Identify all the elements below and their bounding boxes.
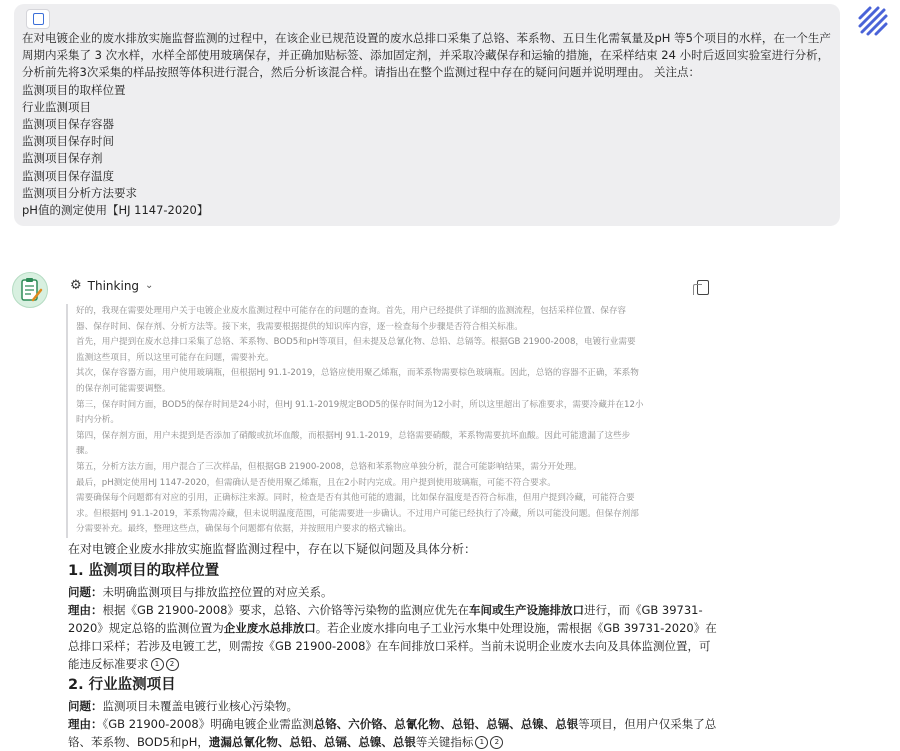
thinking-line: 第四，保存剂方面，用户未提到是否添加了硝酸或抗坏血酸，而根据HJ 91.1-2019，总铬需要硝酸，苯系物需要抗坏血酸。因此可能遗漏了这些步 [76,430,631,441]
thinking-line: 首先，用户提到在废水总排口采集了总铬、苯系物、BOD5和pH等项目，但未提及总氰化物、总铅、总镉等。根据GB 21900-2008，电镀行业需要 [76,337,636,348]
focus-point: 行业监测项目 [22,99,91,114]
reason-text: 。若企业废水排向电子工业污水集中处理设施，需根据《GB 39731-2020》在总排口采样；若涉及电镀工艺，则需按《GB 21900-2008》在车间排放口采样。当前未说明企业废水去向及具体监测位置，可能违反标准要求 [68,621,717,671]
document-icon [33,13,44,25]
thinking-label: Thinking [87,278,140,293]
focus-point: 监测项目分析方法要求 [22,185,137,200]
problem-text: 未明确监测项目与排放监控位置的对应关系。 [102,585,333,599]
citation-badge[interactable]: 2 [166,658,179,671]
gear-icon: ⚙ [70,278,82,293]
reason-label: 理由： [68,717,103,731]
reason-text: 《GB 21900-2008》明确电镀企业需监测 [102,717,314,731]
focus-point: 监测项目保存剂 [22,151,103,166]
problem-text: 监测项目未覆盖电镀行业核心污染物。 [102,699,298,713]
user-message-bubble [14,4,840,226]
assistant-avatar [12,272,48,308]
problem-label: 问题： [68,699,103,713]
chevron-down-icon: ⌄ [145,280,154,291]
thinking-line: 最后，pH测定使用HJ 1147-2020，但需确认是否使用聚乙烯瓶，且在2小时内完成。用户提到使用玻璃瓶，可能不符合要求。 [76,477,556,488]
focus-point: 监测项目保存容器 [22,117,114,132]
reason-text: 等关键指标 [415,735,474,749]
thinking-line: 骤。 [76,446,94,457]
thinking-line: 监测这些项目，所以这里可能存在问题，需要补充。 [76,352,274,363]
thinking-line: 好的，我现在需要处理用户关于电镀企业废水监测过程中可能存在的问题的查询。首先，用户已经提供了详细的监测流程，包括采样位置、保存容 [76,306,627,316]
answer-intro: 在对电镀企业废水排放实施监督监测过程中，存在以下疑似问题及具体分析： [68,542,477,556]
copy-message-button[interactable] [26,9,50,29]
citation-badge[interactable]: 2 [490,736,503,749]
reason-text: 进行，而《GB 39731-2020》规定总铬的监测位置为 [68,603,703,635]
thinking-toggle[interactable] [70,278,153,293]
copy-icon[interactable] [697,280,709,295]
problem-label: 问题： [68,585,103,599]
reason-highlight: 总铬、六价铬、总氰化物、总铅、总镉、总镍、总银 [313,717,579,731]
thinking-line: 分需要补充。最终，整理这些点，确保每个问题都有依据，并按照用户要求的格式输出。 [76,524,412,535]
reason-highlight: 企业废水总排放口 [223,621,316,635]
clipboard-pencil-icon [13,273,47,307]
focus-point: 监测项目的取样位置 [22,82,126,97]
reason-label: 理由： [68,603,103,617]
focus-point: pH值的测定使用【HJ 1147-2020】 [22,203,209,218]
assistant-answer [68,540,720,751]
thinking-line: 第三，保存时间方面，BOD5的保存时间是24小时，但HJ 91.1-2019规定BOD5的保存时间为12小时，所以这里超出了标准要求，需要冷藏并在12小 [76,399,644,410]
focus-point: 监测项目保存温度 [22,168,114,183]
reason-highlight: 车间或生产设施排放口 [468,603,584,617]
reason-text: 等项目，但用户仅采集了总铬、苯系物、BOD5和pH， [68,717,717,749]
reason-text: 根据《GB 21900-2008》要求，总铬、六价铬等污染物的监测应优先在 [102,603,469,617]
user-message-text [22,30,834,219]
problem-line [68,583,720,601]
thinking-line: 第五，分析方法方面，用户混合了三次样品，但根据GB 21900-2008，总铬和苯系物应单独分析，混合可能影响结果，需分开处理。 [76,461,582,472]
section-heading: 2. 行业监测项目 [68,677,176,693]
thinking-line: 器、保存时间、保存剂、分析方法等。接下来，我需要根据提供的知识库内容，逐一检查每个步骤是否符合相关标准。 [76,321,523,332]
brand-stripes-icon [856,4,890,38]
section-heading: 1. 监测项目的取样位置 [68,563,220,579]
thinking-line: 时内分析。 [76,415,119,426]
focus-point: 监测项目保存时间 [22,134,114,149]
problem-line [68,697,720,715]
reason-line [68,601,720,673]
thinking-line: 求。但根据HJ 91.1-2019，苯系物需冷藏，但未说明温度范围，可能需要进一步确认。不过用户可能已经执行了冷藏，所以可能没问题。但保存剂部 [76,508,639,519]
thinking-content [66,304,724,538]
citation-badge[interactable]: 1 [151,658,164,671]
user-question: 在对电镀企业的废水排放实施监督监测的过程中，在该企业已规范设置的废水总排口采集了总铬、苯系物、五日生化需氧量及pH 等5个项目的水样，在一个生产周期内采集了 3 次水样，水样全部使用玻璃保存，并正确加贴标签、添加固定剂，并采取冷藏保存和运输的措施，在采样结束 24 小时后返回实验室进行分析，分析前先将3次采集的样品按照等体积进行混合，然后分析该混合样。请指出在整个监测过程中存在的疑问问题并说明理由。 关注点： [22,31,831,80]
thinking-line: 需要确保每个问题都有对应的引用，正确标注来源。同时，检查是否有其他可能的遗漏，比如保存温度是否符合标准，但用户提到冷藏，可能符合要 [76,493,635,504]
thinking-line: 其次，保存容器方面，用户使用玻璃瓶，但根据HJ 91.1-2019，总铬应使用聚乙烯瓶，而苯系物需要棕色玻璃瓶。因此，总铬的容器不正确，苯系物 [76,368,639,379]
thinking-line: 的保存剂可能需要调整。 [76,383,171,394]
reason-highlight: 遗漏总氰化物、总铅、总镉、总镍、总银 [208,735,416,749]
citation-badge[interactable]: 1 [475,736,488,749]
